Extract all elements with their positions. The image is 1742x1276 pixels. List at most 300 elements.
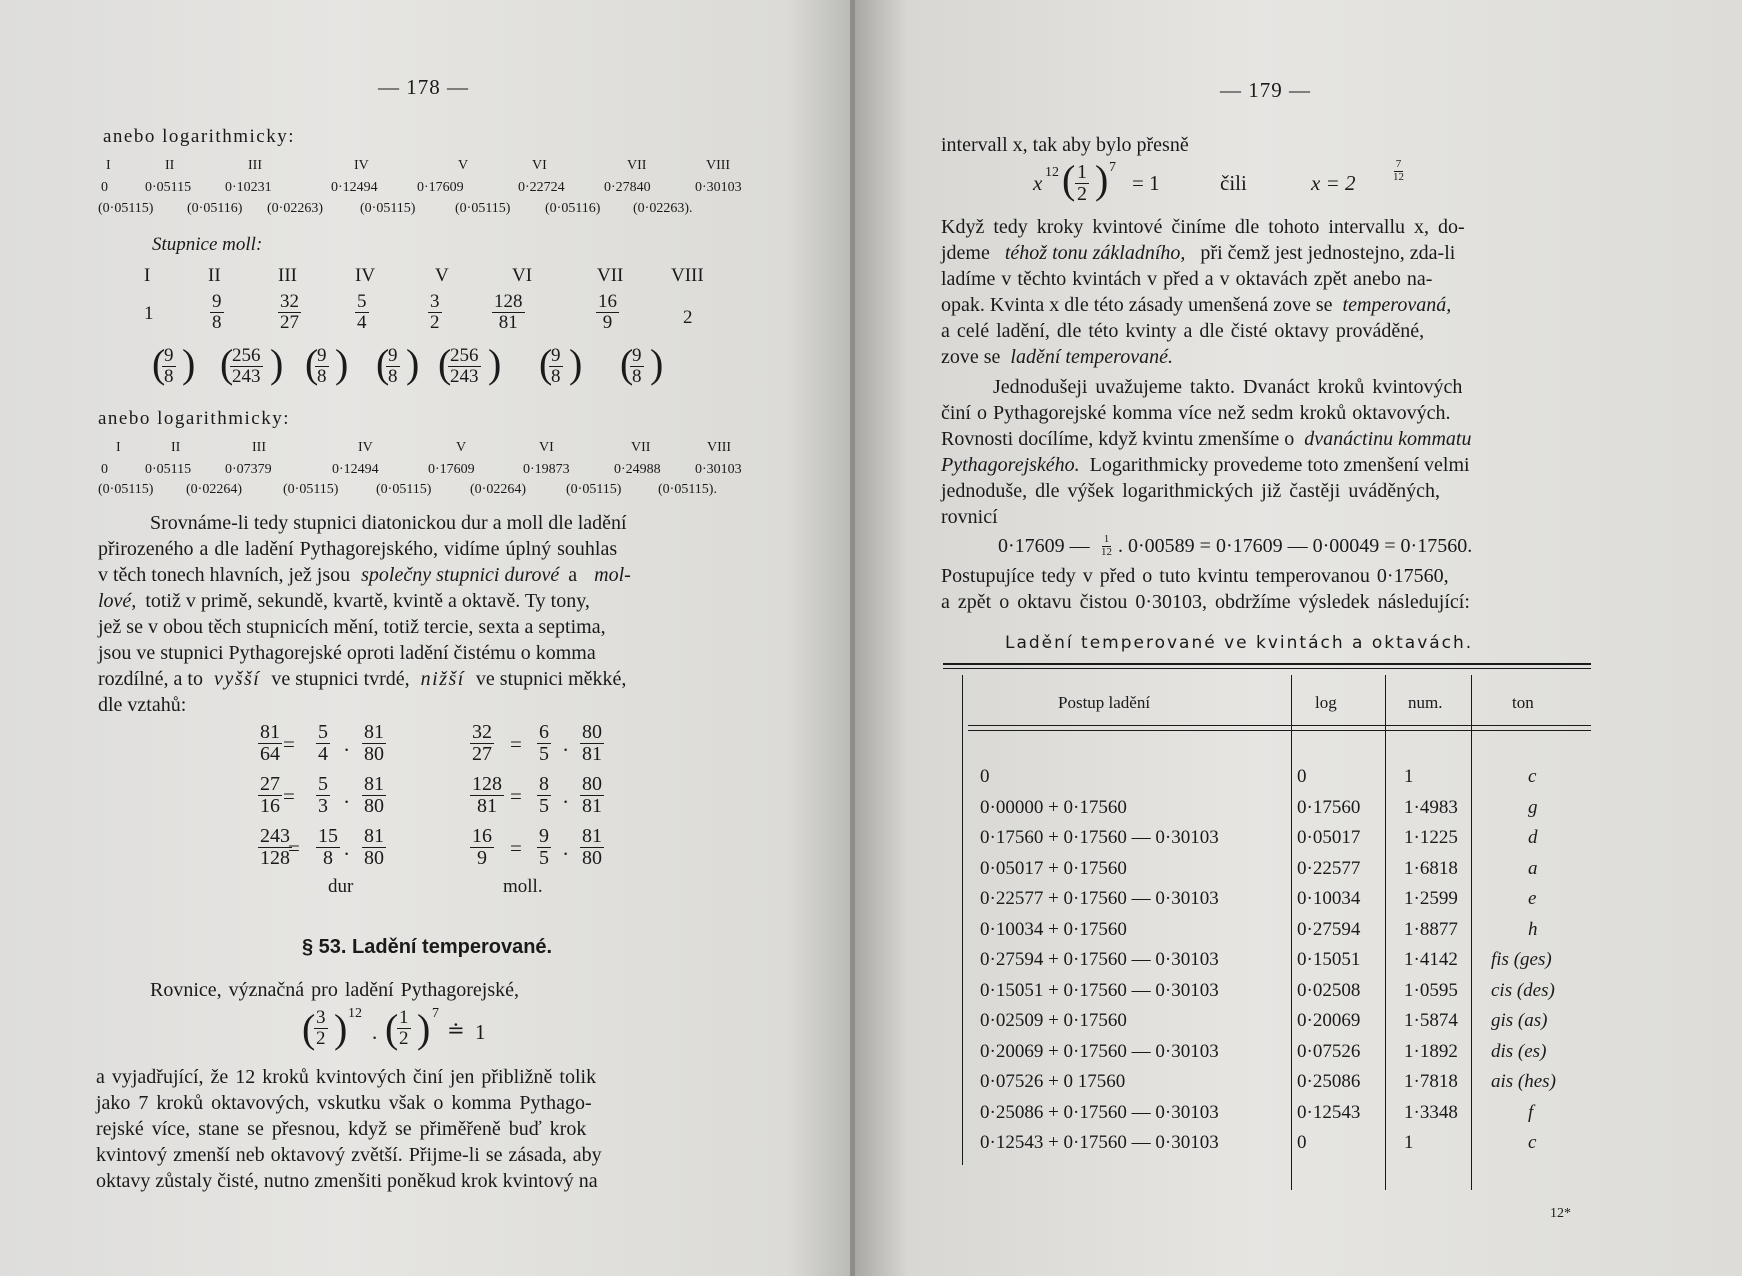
relation-moll-c bbox=[580, 774, 604, 817]
paren-left: ( bbox=[152, 341, 166, 386]
row-postup: 0·22577 + 0·17560 — 0·30103 bbox=[980, 888, 1219, 909]
relation-dur-b-den: 3 bbox=[318, 795, 328, 817]
row-ton: e bbox=[1528, 888, 1537, 909]
row-log: 0 bbox=[1297, 766, 1307, 787]
moll-fraction bbox=[428, 292, 442, 333]
dur-log-diff: (0·05115) bbox=[98, 201, 154, 216]
dur-log-value: 0·10231 bbox=[225, 180, 272, 195]
row-postup: 0·27594 + 0·17560 — 0·30103 bbox=[980, 949, 1219, 970]
eq2-fraction-den: 12 bbox=[1101, 545, 1112, 558]
eq-fraction-2 bbox=[397, 1008, 411, 1049]
moll-fraction-den: 9 bbox=[602, 311, 613, 333]
relation-moll-c-den: 81 bbox=[582, 795, 602, 817]
moll-ratio bbox=[386, 346, 400, 387]
table-header-ton: ton bbox=[1512, 693, 1534, 712]
table-column-rule bbox=[1385, 675, 1386, 1190]
dur-log-header: VI bbox=[532, 158, 547, 173]
moll-ratio-num: 9 bbox=[388, 345, 398, 366]
rp2-line5: jednoduše, dle výšek logarithmických již častěji uváděných, bbox=[941, 480, 1440, 502]
eq2-fraction bbox=[1101, 534, 1112, 558]
relation-moll-a bbox=[470, 774, 504, 817]
row-log: 0·17560 bbox=[1297, 796, 1361, 818]
dot: . bbox=[344, 836, 350, 860]
rp3-line1: Postupujíce tedy v před o tuto kvintu temperovanou 0·17560, bbox=[941, 565, 1449, 587]
moll-ratio bbox=[630, 346, 644, 387]
relation-dur-c-num: 81 bbox=[364, 773, 384, 795]
moll-log-value: 0·30103 bbox=[695, 462, 742, 477]
rp2-line2: činí o Pythagorejské komma více než sedm kroků oktavových. bbox=[941, 402, 1451, 424]
row-num: 1·3348 bbox=[1404, 1101, 1458, 1123]
table-top-rule-2 bbox=[943, 668, 1591, 669]
label-dur: dur bbox=[328, 876, 354, 897]
moll-log-diff: (0·02264) bbox=[470, 482, 526, 497]
moll-log-header: II bbox=[171, 440, 181, 455]
moll-log-value: 0·05115 bbox=[145, 462, 192, 477]
moll-log-value: 0·07379 bbox=[225, 462, 272, 477]
moll-log-header: VIII bbox=[707, 440, 732, 455]
row-num: 1·0595 bbox=[1404, 979, 1458, 1001]
relation-dur-b-num: 5 bbox=[318, 721, 328, 743]
moll-fraction bbox=[596, 292, 619, 333]
eq-fraction-1-num: 3 bbox=[316, 1007, 326, 1028]
row-log: 0 bbox=[1297, 1132, 1307, 1153]
moll-header: III bbox=[278, 265, 297, 286]
relation-dur-c-den: 80 bbox=[364, 847, 384, 869]
paren-right: ) bbox=[488, 341, 502, 386]
relation-dur-c-den: 80 bbox=[364, 743, 384, 765]
relation-moll-c-num: 80 bbox=[582, 721, 602, 743]
relation-dur-c-den: 80 bbox=[364, 795, 384, 817]
eq-fraction-1 bbox=[314, 1008, 328, 1049]
moll-ratio bbox=[315, 346, 329, 387]
row-ton: c bbox=[1528, 766, 1537, 787]
row-log: 0·12543 bbox=[1297, 1101, 1361, 1123]
relation-dur-b bbox=[316, 774, 330, 817]
relation-moll-a-den: 9 bbox=[477, 847, 487, 869]
moll-ratio-den: 8 bbox=[388, 365, 398, 387]
paren-right: ) bbox=[406, 341, 420, 386]
eq-exponent-1: 12 bbox=[348, 1006, 362, 1021]
relation-moll-a-num: 128 bbox=[472, 773, 502, 795]
dur-log-value: 0·30103 bbox=[695, 180, 742, 195]
relation-dur-b bbox=[316, 826, 340, 869]
relation-dur-a-den: 16 bbox=[260, 795, 280, 817]
row-ton: dis (es) bbox=[1491, 1040, 1547, 1062]
dur-log-header: VII bbox=[627, 158, 647, 173]
relation-moll-c bbox=[580, 722, 604, 765]
table-column-rule bbox=[1471, 675, 1472, 1190]
para1-line1: Srovnáme-li tedy stupnici diatonickou dur a moll dle ladění bbox=[150, 512, 627, 534]
row-num: 1·1892 bbox=[1404, 1040, 1458, 1062]
equals-sign: = bbox=[510, 784, 522, 808]
table-header-num-: num. bbox=[1408, 693, 1443, 712]
relation-moll-b-den: 5 bbox=[539, 795, 549, 817]
dur-log-diff: (0·05116) bbox=[545, 201, 601, 216]
moll-ratio-den: 8 bbox=[317, 365, 327, 387]
row-postup: 0·07526 + 0 17560 bbox=[980, 1071, 1126, 1092]
row-postup: 0·12543 + 0·17560 — 0·30103 bbox=[980, 1132, 1219, 1153]
right-line1: intervall x, tak aby bylo přesně bbox=[941, 134, 1189, 156]
rp1-line6: zove se ladění temperované. bbox=[941, 346, 1173, 368]
row-log: 0·07526 bbox=[1297, 1040, 1361, 1062]
paren-right: ) bbox=[334, 1006, 348, 1051]
paren-left: ( bbox=[376, 341, 390, 386]
table-header-rule-2 bbox=[968, 730, 1591, 731]
moll-log-header: VI bbox=[539, 440, 554, 455]
eq2-fraction-num: 1 bbox=[1103, 533, 1110, 545]
para3-line1: a vyjadřující, že 12 kroků kvintových činí jen přibližně tolik bbox=[96, 1066, 597, 1088]
moll-header: I bbox=[144, 265, 151, 286]
paren-left: ( bbox=[220, 341, 234, 386]
row-postup: 0·05017 + 0·17560 bbox=[980, 857, 1127, 879]
row-num: 1·6818 bbox=[1404, 857, 1458, 879]
intro-log-moll: anebo logarithmicky: bbox=[98, 408, 290, 429]
approx-equals: ≐ bbox=[447, 1018, 465, 1042]
row-postup: 0·17560 + 0·17560 — 0·30103 bbox=[980, 827, 1219, 848]
moll-ratio-den: 8 bbox=[551, 365, 561, 387]
moll-fraction-den: 2 bbox=[430, 311, 440, 333]
eq1-fraction-num: 1 bbox=[1077, 161, 1087, 183]
paren-right: ) bbox=[650, 341, 664, 386]
paren-right: ) bbox=[270, 341, 284, 386]
moll-fraction-den: 81 bbox=[498, 311, 518, 333]
relation-moll-b-den: 5 bbox=[539, 743, 549, 765]
row-log: 0·25086 bbox=[1297, 1071, 1361, 1092]
moll-first: 1 bbox=[144, 303, 154, 324]
moll-fraction-num: 32 bbox=[280, 291, 299, 312]
table-column-rule bbox=[1291, 675, 1292, 1190]
dot: . bbox=[344, 784, 350, 808]
moll-fraction bbox=[278, 292, 301, 333]
equals-sign: = bbox=[283, 732, 295, 756]
moll-log-value: 0·24988 bbox=[614, 462, 661, 477]
relation-moll-c bbox=[580, 826, 604, 869]
eq1-exponent-fraction-num: 7 bbox=[1395, 158, 1402, 170]
row-ton: d bbox=[1528, 827, 1538, 848]
moll-fraction-num: 9 bbox=[212, 291, 222, 312]
paren-right: ) bbox=[335, 341, 349, 386]
rp1-line1: Když tedy kroky kvintové činíme dle tohoto intervallu x, do- bbox=[941, 216, 1465, 238]
dot: . bbox=[563, 836, 569, 860]
dur-log-value: 0·05115 bbox=[145, 180, 192, 195]
row-ton: h bbox=[1528, 918, 1538, 940]
moll-ratio-num: 9 bbox=[551, 345, 561, 366]
relation-dur-c bbox=[362, 722, 386, 765]
moll-log-diff: (0·05115) bbox=[376, 482, 432, 497]
row-postup: 0 bbox=[980, 766, 990, 787]
row-num: 1·7818 bbox=[1404, 1071, 1458, 1092]
row-num: 1·8877 bbox=[1404, 918, 1458, 940]
dot: . bbox=[563, 732, 569, 756]
moll-ratio bbox=[549, 346, 563, 387]
row-postup: 0·10034 + 0·17560 bbox=[980, 918, 1127, 940]
row-num: 1·4142 bbox=[1404, 949, 1458, 970]
rp1-line4: opak. Kvinta x dle této zásady umenšená zove se temperovaná, bbox=[941, 294, 1452, 316]
rp1-line3: ladíme v těchto kvintách v před a v oktavách zpět anebo na- bbox=[941, 268, 1433, 290]
dot: . bbox=[344, 732, 350, 756]
relation-moll-c-den: 81 bbox=[582, 743, 602, 765]
relation-moll-a-den: 27 bbox=[472, 743, 492, 765]
dur-log-value: 0 bbox=[101, 180, 108, 195]
relation-dur-c bbox=[362, 774, 386, 817]
relation-moll-b-num: 8 bbox=[539, 773, 549, 795]
paren-left: ( bbox=[539, 341, 553, 386]
moll-fraction-num: 3 bbox=[430, 291, 440, 312]
dur-log-value: 0·27840 bbox=[604, 180, 651, 195]
row-postup: 0·25086 + 0·17560 — 0·30103 bbox=[980, 1101, 1219, 1123]
dot: . bbox=[563, 784, 569, 808]
moll-fraction-den: 8 bbox=[212, 311, 222, 333]
paren-left: ( bbox=[620, 341, 634, 386]
eq1-fraction-den: 2 bbox=[1077, 183, 1087, 205]
para1-line2: přirozeného a dle ladění Pythagorejského, vidíme úplný souhlas bbox=[98, 538, 618, 560]
relation-dur-a-den: 64 bbox=[260, 743, 280, 765]
table-header-rule bbox=[968, 725, 1591, 726]
equals-sign: = bbox=[283, 784, 295, 808]
row-num: 1 bbox=[1404, 766, 1414, 787]
relation-moll-b bbox=[537, 826, 551, 869]
moll-fraction-den: 4 bbox=[357, 311, 367, 333]
para1-line6: jsou ve stupnici Pythagorejské oproti ladění čistému o komma bbox=[98, 642, 596, 664]
table-column-rule bbox=[962, 675, 963, 1165]
paren-right: ) bbox=[417, 1006, 431, 1051]
label-moll: moll. bbox=[503, 876, 543, 897]
row-num: 1·2599 bbox=[1404, 888, 1458, 909]
moll-log-header: V bbox=[456, 440, 467, 455]
row-ton: a bbox=[1528, 857, 1538, 879]
para3-line2: jako 7 kroků oktavových, vskutku však o komma Pythago- bbox=[96, 1092, 592, 1114]
paren-left: ( bbox=[385, 1006, 399, 1051]
para3-line5: oktavy zůstaly čisté, nutno zmenšiti poněkud krok kvintový na bbox=[96, 1170, 598, 1192]
moll-log-value: 0·12494 bbox=[332, 462, 379, 477]
paren-left: ( bbox=[1062, 157, 1076, 202]
eq-rhs: 1 bbox=[475, 1020, 486, 1044]
eq1-base: x bbox=[1033, 171, 1043, 195]
moll-ratio-den: 8 bbox=[632, 365, 642, 387]
moll-heading: Stupnice moll: bbox=[152, 234, 263, 255]
row-log: 0·05017 bbox=[1297, 827, 1361, 848]
paren-left: ( bbox=[438, 341, 452, 386]
relation-moll-b bbox=[537, 774, 551, 817]
para1-line8: dle vztahů: bbox=[98, 694, 187, 716]
row-num: 1·5874 bbox=[1404, 1010, 1458, 1031]
eq-fraction-1-den: 2 bbox=[316, 1027, 326, 1049]
para3-line3: rejské více, stane se přesnou, když se přiměřeně buď krok bbox=[96, 1118, 587, 1140]
dur-log-diff: (0·02263). bbox=[633, 201, 693, 216]
relation-moll-a bbox=[470, 722, 494, 765]
relation-dur-b-den: 4 bbox=[318, 743, 328, 765]
row-num: 1·4983 bbox=[1404, 796, 1458, 818]
moll-fraction-num: 128 bbox=[494, 291, 523, 312]
section-title: § 53. Ladění temperované. bbox=[302, 936, 553, 958]
moll-ratio-num: 9 bbox=[632, 345, 642, 366]
row-log: 0·20069 bbox=[1297, 1010, 1361, 1031]
eq1-exp2: 7 bbox=[1109, 160, 1116, 175]
eq1-fraction bbox=[1075, 162, 1089, 205]
row-postup: 0·02509 + 0·17560 bbox=[980, 1010, 1127, 1031]
relation-dur-a-num: 243 bbox=[260, 825, 290, 847]
relation-moll-a-num: 32 bbox=[472, 721, 492, 743]
relation-moll-a-den: 81 bbox=[477, 795, 497, 817]
row-log: 0·02508 bbox=[1297, 979, 1361, 1001]
dur-log-diff: (0·05116) bbox=[187, 201, 243, 216]
right-page bbox=[855, 0, 1742, 1276]
moll-fraction bbox=[355, 292, 369, 333]
eq1-cili: čili bbox=[1220, 171, 1247, 195]
para3-line4: kvintový zmenší neb oktavový zvětší. Přijme-li se zásada, aby bbox=[96, 1144, 602, 1166]
moll-fraction bbox=[492, 292, 525, 333]
relation-dur-c-num: 81 bbox=[364, 825, 384, 847]
rp3-line2: a zpět o oktavu čistou 0·30103, obdržíme výsledek následující: bbox=[941, 591, 1470, 613]
moll-log-header: IV bbox=[358, 440, 373, 455]
moll-ratio-num: 256 bbox=[232, 345, 261, 366]
relation-moll-b-num: 9 bbox=[539, 825, 549, 847]
dur-log-header: III bbox=[248, 158, 262, 173]
relation-dur-a-den: 128 bbox=[260, 847, 290, 869]
moll-log-diff: (0·05115) bbox=[566, 482, 622, 497]
moll-last: 2 bbox=[683, 307, 693, 328]
paren-right: ) bbox=[182, 341, 196, 386]
moll-ratio bbox=[448, 346, 481, 387]
paren-right: ) bbox=[1095, 157, 1109, 202]
rp2-line3: Rovnosti docílíme, když kvintu zmenšíme o dvanáctinu kommatu bbox=[941, 428, 1472, 450]
rp1-line2: jdeme téhož tonu základního, při čemž jest jednostejno, zda-li bbox=[941, 242, 1456, 264]
row-postup: 0·20069 + 0·17560 — 0·30103 bbox=[980, 1040, 1219, 1062]
paren-left: ( bbox=[305, 341, 319, 386]
relation-dur-b-num: 5 bbox=[318, 773, 328, 795]
moll-log-diff: (0·02264) bbox=[186, 482, 242, 497]
moll-log-diff: (0·05115) bbox=[283, 482, 339, 497]
row-log: 0·22577 bbox=[1297, 857, 1361, 879]
row-ton: g bbox=[1528, 796, 1538, 818]
row-ton: f bbox=[1528, 1101, 1534, 1123]
para1-line5: jež se v obou těch stupnicích mění, totiž tercie, sexta a septima, bbox=[98, 616, 606, 638]
relation-moll-a bbox=[470, 826, 494, 869]
rp2-line4: Pythagorejského. Logarithmicky provedeme toto zmenšení velmi bbox=[941, 454, 1470, 476]
moll-fraction-den: 27 bbox=[280, 311, 299, 333]
moll-ratio-num: 9 bbox=[317, 345, 327, 366]
relation-moll-b-den: 5 bbox=[539, 847, 549, 869]
dur-log-header: V bbox=[458, 158, 469, 173]
relation-dur-c bbox=[362, 826, 386, 869]
moll-fraction-num: 5 bbox=[357, 291, 367, 312]
left-page bbox=[0, 0, 855, 1276]
moll-ratio bbox=[162, 346, 176, 387]
equals-sign: = bbox=[510, 732, 522, 756]
row-postup: 0·00000 + 0·17560 bbox=[980, 796, 1127, 818]
moll-header: II bbox=[208, 265, 221, 286]
moll-log-header: I bbox=[116, 440, 121, 455]
moll-header: VII bbox=[597, 265, 624, 286]
moll-log-header: VII bbox=[631, 440, 651, 455]
dur-log-header: VIII bbox=[706, 158, 731, 173]
row-num: 1·1225 bbox=[1404, 827, 1458, 848]
para1-line4: lové, totiž v primě, sekundě, kvartě, kvintě a oktavě. Ty tony, bbox=[98, 590, 590, 612]
relation-dur-a-num: 27 bbox=[260, 773, 280, 795]
row-ton: fis (ges) bbox=[1491, 949, 1552, 970]
moll-log-value: 0·19873 bbox=[523, 462, 570, 477]
eq2-part-a: 0·17609 — bbox=[998, 535, 1090, 557]
paren-right: ) bbox=[569, 341, 583, 386]
moll-header: V bbox=[435, 265, 449, 286]
row-postup: 0·15051 + 0·17560 — 0·30103 bbox=[980, 979, 1219, 1001]
eq1-rhs: = 1 bbox=[1132, 171, 1160, 195]
moll-fraction bbox=[210, 292, 224, 333]
relation-moll-b bbox=[537, 722, 551, 765]
dur-log-value: 0·22724 bbox=[518, 180, 565, 195]
table-header-log: log bbox=[1315, 693, 1337, 712]
relation-dur-a bbox=[258, 774, 282, 817]
moll-ratio bbox=[230, 346, 263, 387]
table-caption: Ladění temperované ve kvintách a oktavách. bbox=[1005, 633, 1474, 653]
moll-ratio-num: 9 bbox=[164, 345, 174, 366]
paren-left: ( bbox=[302, 1006, 316, 1051]
eq2-part-b: . 0·00589 = 0·17609 — 0·00049 = 0·17560. bbox=[1118, 535, 1473, 557]
eq-exponent-2: 7 bbox=[432, 1006, 439, 1021]
relation-dur-b bbox=[316, 722, 330, 765]
relation-moll-c-num: 81 bbox=[582, 825, 602, 847]
dur-log-header: IV bbox=[354, 158, 369, 173]
dur-log-header: II bbox=[165, 158, 175, 173]
relation-dur-b-num: 15 bbox=[318, 825, 338, 847]
moll-header: IV bbox=[355, 265, 376, 286]
relation-moll-a-num: 16 bbox=[472, 825, 492, 847]
eq1-exponent-fraction-den: 12 bbox=[1393, 170, 1404, 183]
para1-line3: v těch tonech hlavních, jež jsou společny stupnici durové a mol- bbox=[98, 564, 631, 586]
moll-header: VI bbox=[512, 265, 533, 286]
relation-dur-a-num: 81 bbox=[260, 721, 280, 743]
relation-dur-b-den: 8 bbox=[323, 847, 333, 869]
row-ton: ais (hes) bbox=[1491, 1071, 1556, 1092]
rp1-line5: a celé ladění, dle této kvinty a dle čisté oktavy prováděné, bbox=[941, 320, 1425, 342]
dur-log-value: 0·17609 bbox=[417, 180, 464, 195]
moll-log-diff: (0·05115) bbox=[98, 482, 154, 497]
equals-sign: = bbox=[510, 836, 522, 860]
moll-log-value: 0·17609 bbox=[428, 462, 475, 477]
signature-mark: 12* bbox=[1550, 1206, 1571, 1221]
table-top-rule bbox=[943, 663, 1591, 665]
eq-fraction-2-den: 2 bbox=[399, 1027, 409, 1049]
relation-dur-a bbox=[258, 826, 292, 869]
relation-moll-c-den: 80 bbox=[582, 847, 602, 869]
moll-fraction-num: 16 bbox=[598, 291, 617, 312]
dur-log-diff: (0·02263) bbox=[267, 201, 323, 216]
table-header-postup-lad-n-: Postup ladění bbox=[1058, 693, 1151, 712]
right-page-number: — 179 — bbox=[1220, 78, 1311, 102]
moll-ratio-den: 243 bbox=[450, 365, 479, 387]
relation-moll-c-num: 80 bbox=[582, 773, 602, 795]
moll-log-value: 0 bbox=[101, 462, 108, 477]
relation-dur-c-num: 81 bbox=[364, 721, 384, 743]
dot: . bbox=[372, 1020, 378, 1044]
row-ton: gis (as) bbox=[1491, 1010, 1548, 1031]
moll-log-diff: (0·05115). bbox=[658, 482, 717, 497]
row-log: 0·10034 bbox=[1297, 888, 1361, 909]
relation-moll-b-num: 6 bbox=[539, 721, 549, 743]
eq1-exponent-fraction bbox=[1393, 159, 1404, 183]
moll-ratio-den: 8 bbox=[164, 365, 174, 387]
eq-fraction-2-num: 1 bbox=[399, 1007, 409, 1028]
row-num: 1 bbox=[1404, 1132, 1414, 1153]
dur-log-diff: (0·05115) bbox=[455, 201, 511, 216]
left-page-number: — 178 — bbox=[378, 75, 469, 99]
eq1-x: x = 2 bbox=[1311, 171, 1356, 195]
row-ton: c bbox=[1528, 1132, 1537, 1153]
rp2-line1: Jednodušeji uvažujeme takto. Dvanáct kroků kvintových bbox=[993, 376, 1463, 398]
dur-log-diff: (0·05115) bbox=[360, 201, 416, 216]
eq1-exp: 12 bbox=[1045, 165, 1059, 180]
moll-ratio-den: 243 bbox=[232, 365, 261, 387]
